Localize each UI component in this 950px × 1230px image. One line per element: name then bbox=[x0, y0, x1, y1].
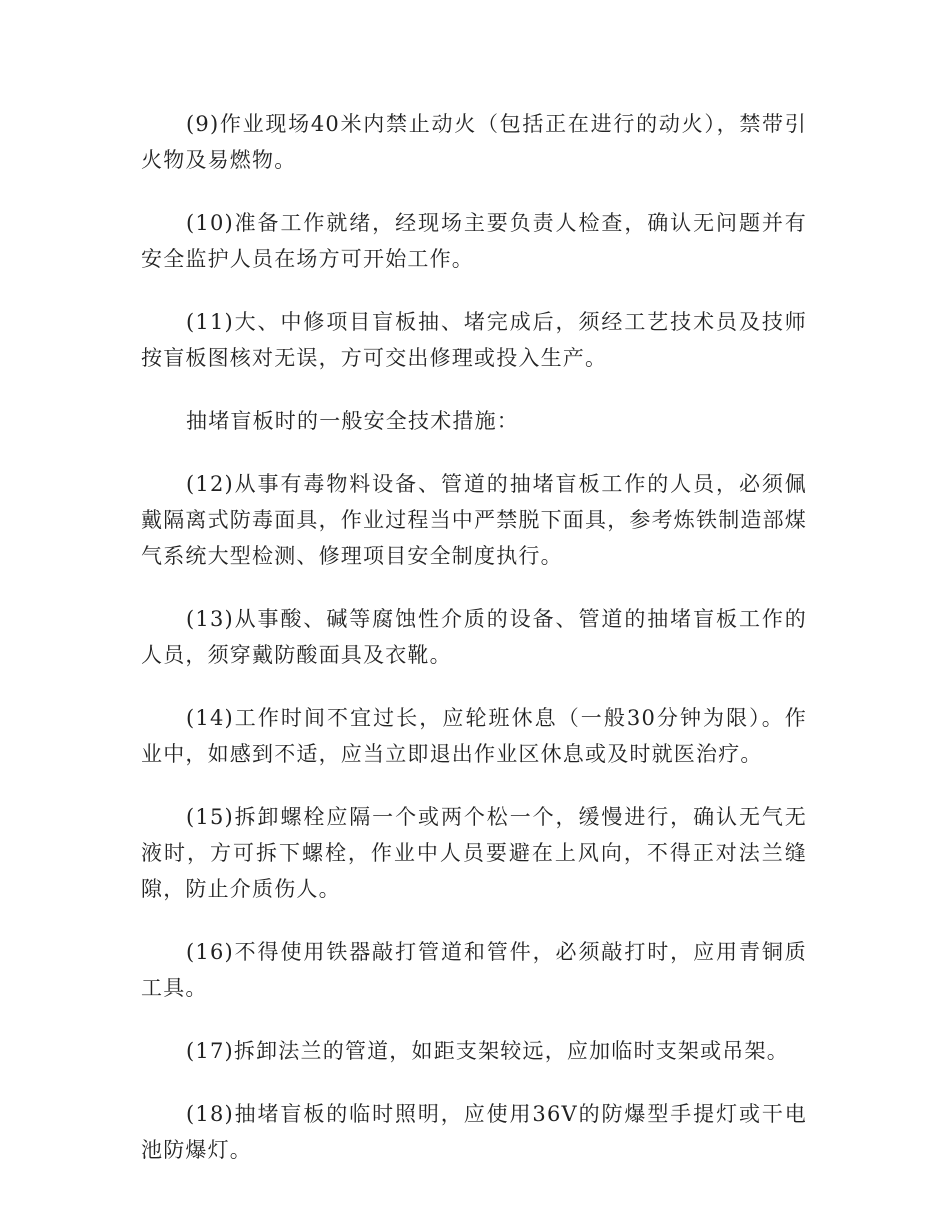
section-heading-safety-measures: 抽堵盲板时的一般安全技术措施： bbox=[186, 409, 519, 433]
paragraph-item-9: (9)作业现场40米内禁止动火（包括正在进行的动火），禁带引火物及易燃物。 bbox=[141, 112, 807, 172]
paragraph-item-16: (16)不得使用铁器敲打管道和管件，必须敲打时，应用青铜质工具。 bbox=[141, 940, 807, 1000]
paragraph-item-15: (15)拆卸螺栓应隔一个或两个松一个，缓慢进行，确认无气无液时，方可拆下螺栓，作业中人员要避在上风向，不得正对法兰缝隙，防止介质伤人。 bbox=[141, 805, 807, 901]
paragraph-item-14: (14)工作时间不宜过长，应轮班休息（一般30分钟为限）。作业中，如感到不适，应当立即退出作业区休息或及时就医治疗。 bbox=[141, 706, 807, 766]
paragraph-item-18: (18)抽堵盲板的临时照明，应使用36V的防爆型手提灯或干电池防爆灯。 bbox=[141, 1102, 807, 1162]
document-body bbox=[141, 106, 807, 1195]
paragraph-item-17: (17)拆卸法兰的管道，如距支架较远，应加临时支架或吊架。 bbox=[186, 1039, 789, 1063]
paragraph-item-12: (12)从事有毒物料设备、管道的抽堵盲板工作的人员，必须佩戴隔离式防毒面具，作业过程当中严禁脱下面具，参考炼铁制造部煤气系统大型检测、修理项目安全制度执行。 bbox=[141, 472, 807, 568]
paragraph-item-10: (10)准备工作就绪，经现场主要负责人检查，确认无问题并有安全监护人员在场方可开始工作。 bbox=[141, 211, 807, 271]
paragraph-item-11: (11)大、中修项目盲板抽、堵完成后，须经工艺技术员及技师按盲板图核对无误，方可交出修理或投入生产。 bbox=[141, 310, 807, 370]
paragraph-item-13: (13)从事酸、碱等腐蚀性介质的设备、管道的抽堵盲板工作的人员，须穿戴防酸面具及衣靴。 bbox=[141, 607, 807, 667]
